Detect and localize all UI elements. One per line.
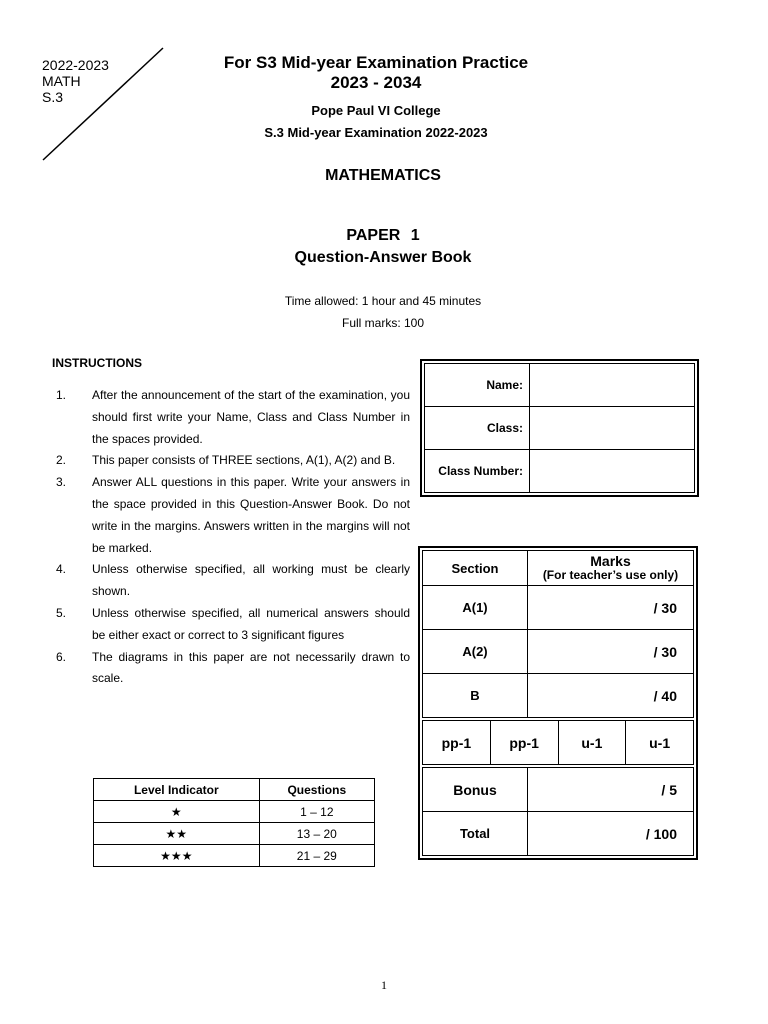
- marks-header-note: (For teacher’s use only): [542, 568, 679, 582]
- question-range: 13 – 20: [259, 823, 374, 845]
- school-name: Pope Paul VI College: [311, 103, 441, 118]
- question-range: 1 – 12: [259, 801, 374, 823]
- bonus-marks[interactable]: / 5: [528, 768, 694, 812]
- table-row: [423, 721, 694, 765]
- level-indicator-table: [93, 778, 375, 867]
- subject-title: MATHEMATICS: [325, 167, 441, 184]
- instruction-item: 3. Answer ALL questions in this paper. Write your answers in the space provided in this Question-Answer Book. Do not write in the margins. Answers written in the margins will not be marked.: [56, 475, 410, 555]
- section-b: B: [423, 674, 528, 718]
- section-a2: A(2): [423, 630, 528, 674]
- table-row: [423, 674, 694, 718]
- class-label: Class:: [425, 407, 530, 450]
- instruction-item: 2. This paper consists of THREE sections, A(1), A(2) and B.: [56, 453, 396, 468]
- instruction-item: 1. After the announcement of the start of the examination, you should first write your Name, Class and Class Number in the spaces provided.: [56, 388, 410, 446]
- marks-table: [422, 550, 694, 718]
- paper-title: PAPER 1: [346, 227, 420, 244]
- book-title: Question-Answer Book: [294, 249, 472, 266]
- table-header-row: [423, 551, 694, 586]
- unit-code: pp-1: [423, 721, 491, 765]
- table-header-row: [94, 779, 375, 801]
- level-stars: ★: [94, 801, 260, 823]
- student-info-box: [420, 359, 699, 497]
- instruction-item: 6. The diagrams in this paper are not necessarily drawn to scale.: [56, 649, 410, 686]
- instructions-list: [52, 385, 410, 690]
- section-a1-marks[interactable]: / 30: [528, 586, 694, 630]
- unit-code: u-1: [626, 721, 694, 765]
- marks-header: [528, 551, 694, 586]
- corner-year: 2022-2023: [42, 57, 109, 73]
- table-row: [423, 630, 694, 674]
- name-field[interactable]: [530, 364, 695, 407]
- table-row: [94, 801, 375, 823]
- instructions-heading: INSTRUCTIONS: [52, 356, 142, 370]
- table-row: [425, 407, 695, 450]
- table-row: [425, 450, 695, 493]
- unit-code: pp-1: [490, 721, 558, 765]
- level-stars: ★★: [94, 823, 260, 845]
- marks-header-title: Marks: [590, 553, 631, 569]
- student-info-table: [424, 363, 695, 493]
- practice-title: For S3 Mid-year Examination Practice: [223, 53, 529, 72]
- section-a2-marks[interactable]: / 30: [528, 630, 694, 674]
- name-label: Name:: [425, 364, 530, 407]
- full-marks: Full marks: 100: [341, 316, 425, 330]
- class-field[interactable]: [530, 407, 695, 450]
- total-label: Total: [423, 812, 528, 856]
- table-row: [94, 823, 375, 845]
- table-row: [423, 812, 694, 856]
- table-row: [425, 364, 695, 407]
- instruction-item: 4. Unless otherwise specified, all working must be clearly shown.: [56, 562, 410, 599]
- marks-box: [418, 546, 698, 860]
- questions-header: Questions: [259, 779, 374, 801]
- total-marks[interactable]: / 100: [528, 812, 694, 856]
- level-header: Level Indicator: [94, 779, 260, 801]
- question-range: 21 – 29: [259, 845, 374, 867]
- instruction-item: 5. Unless otherwise specified, all numerical answers should be either exact or correct to 3 significant figures: [56, 605, 410, 642]
- unit-code: u-1: [558, 721, 626, 765]
- section-header: Section: [423, 551, 528, 586]
- section-b-marks[interactable]: / 40: [528, 674, 694, 718]
- unit-codes-table: [422, 720, 694, 765]
- table-row: [423, 768, 694, 812]
- level-stars: ★★★: [94, 845, 260, 867]
- exam-name: S.3 Mid-year Examination 2022-2023: [264, 125, 488, 140]
- table-row: [423, 586, 694, 630]
- corner-level: S.3: [42, 89, 64, 105]
- section-a1: A(1): [423, 586, 528, 630]
- bonus-label: Bonus: [423, 768, 528, 812]
- totals-table: [422, 767, 694, 856]
- class-number-label: Class Number:: [425, 450, 530, 493]
- class-number-field[interactable]: [530, 450, 695, 493]
- practice-years: 2023 - 2034: [330, 73, 422, 92]
- page-number: 1: [381, 978, 387, 992]
- corner-subject: MATH: [42, 73, 81, 89]
- time-allowed: Time allowed: 1 hour and 45 minutes: [284, 294, 482, 308]
- table-row: [94, 845, 375, 867]
